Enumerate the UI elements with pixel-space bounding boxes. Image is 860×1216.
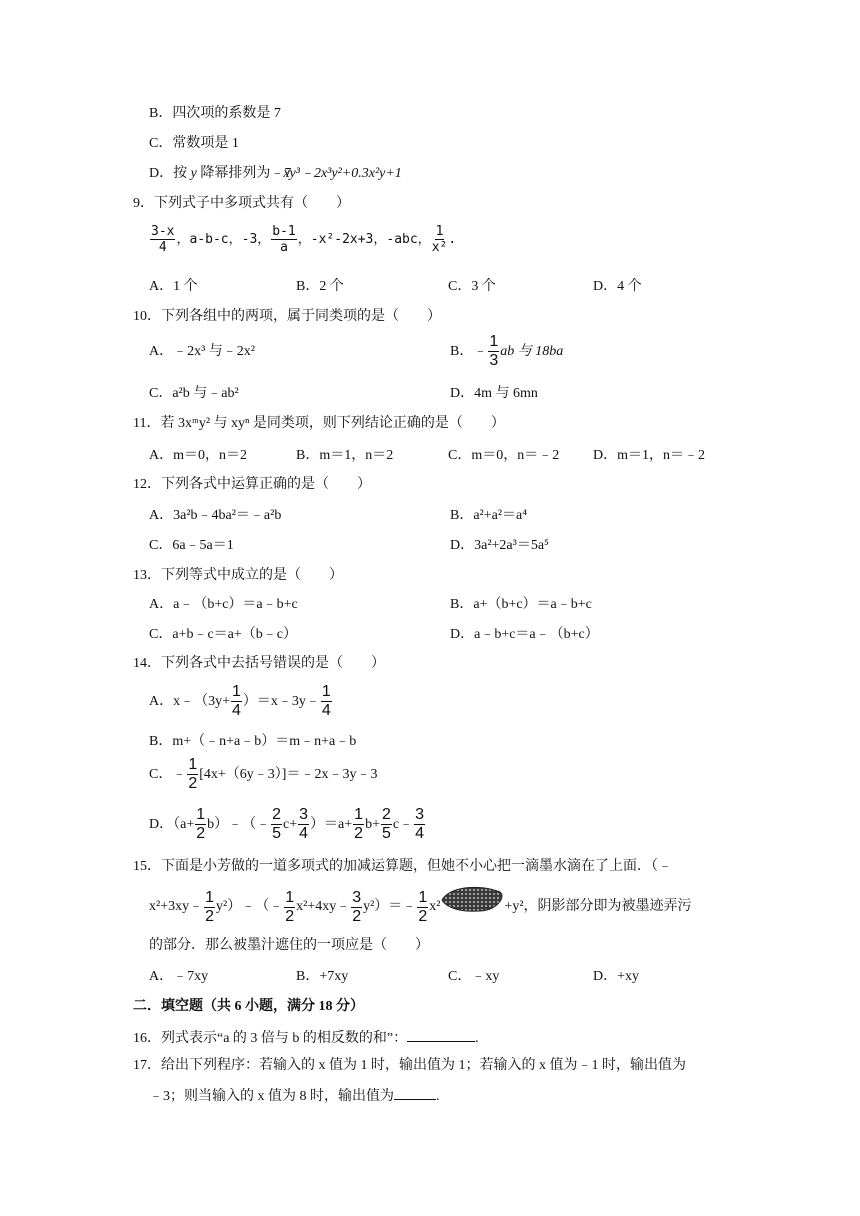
fraction: $\frac{b-1}{a}$ (272, 224, 296, 255)
q15-stem-line2: x²+3xy﹣ $\frac{1}{2}$ y²）﹣（﹣ $\frac{1}{2}$ x²+4xy﹣ $\frac{3}{2}$ y²）＝﹣ $\frac{1}{2}$ x² +y²，阴影部分即为被墨迹弄污 (149, 884, 692, 930)
q15-option-a: A．﹣7xy (149, 969, 209, 984)
q12-option-a: A．3a²b﹣4ba²＝﹣a²b (149, 508, 282, 523)
answer-blank[interactable] (394, 1085, 436, 1100)
q12-option-b: B．a²+a²＝a⁴ (450, 508, 528, 523)
q14-option-b: B．m+（﹣n+a﹣b）＝m﹣n+a﹣b (149, 734, 357, 749)
q14-option-c: C．﹣ $\frac{1}{2}$ [4x+（6y﹣3）]＝﹣2x﹣3y﹣3 (149, 756, 378, 793)
fraction: $\frac{1}{3}$ (489, 333, 499, 370)
q8d-mid: 降幂排列为﹣7 (196, 166, 292, 181)
q15-option-d: D．+xy (593, 969, 640, 984)
q8d-prefix: D．按 (149, 166, 191, 181)
q11-option-b: B．m＝1，n＝2 (296, 448, 394, 463)
q9-option-c: C．3 个 (448, 279, 496, 294)
q9-stem: 9．下列式子中多项式共有（ ） (133, 196, 350, 211)
fraction: $\frac{1}{2}$ (418, 888, 428, 925)
q12-stem: 12．下列各式中运算正确的是（ ） (133, 477, 371, 492)
q9-option-d: D．4 个 (593, 279, 642, 294)
q8-option-c: C．常数项是 1 (149, 136, 239, 151)
q16-stem: 16．列式表示“a 的 3 倍与 b 的相反数的和”： . (133, 1027, 479, 1049)
q8-option-d (149, 164, 402, 184)
q10-stem: 10．下列各组中的两项，属于同类项的是（ ） (133, 309, 441, 324)
q13-stem: 13．下列等式中成立的是（ ） (133, 568, 343, 583)
q12-option-c: C．6a﹣5a＝1 (149, 538, 234, 553)
fraction: $\frac{3-x}{4}$ (151, 224, 175, 255)
q8d-expr: xy³﹣2x³y²+0.3x²y+1 (283, 166, 402, 181)
q9-expressions: $\frac{3-x}{4}$ ，a-b-c，-3， $\frac{b-1}{a}$ ，-x²-2x+3，-abc， $\frac{1}{\text{x²}}$ . (151, 224, 457, 255)
q12-option-d: D．3a²+2a³＝5a⁵ (450, 538, 549, 553)
q15-stem-line3: 的部分．那么被墨汁遮住的一项应是（ ） (149, 938, 429, 953)
q15-option-b: B．+7xy (296, 969, 349, 984)
fraction: $\frac{1}{2}$ (196, 806, 206, 843)
fraction: $\frac{2}{5}$ (381, 806, 391, 843)
q11-option-a: A．m＝0，n＝2 (149, 448, 247, 463)
section-heading-fill-blank: 二．填空题（共 6 小题，满分 18 分） (133, 999, 364, 1014)
q11-option-c: C．m＝0，n＝﹣2 (448, 448, 560, 463)
q11-stem: 11．若 3xᵐy² 与 xyⁿ 是同类项，则下列结论正确的是（ ） (133, 416, 505, 431)
fraction: $\frac{1}{2}$ (354, 806, 364, 843)
fraction: $\frac{3}{4}$ (415, 806, 425, 843)
q10-option-d: D．4m 与 6mn (450, 386, 538, 401)
q15-option-c: C．﹣xy (448, 969, 500, 984)
q10-option-a: A．﹣2x³ 与﹣2x² (149, 344, 256, 359)
q10-option-c: C．a²b 与﹣ab² (149, 386, 239, 401)
q14-option-a: A．x﹣（3y+ $\frac{1}{4}$ ）＝x﹣3y﹣ $\frac{1}{4}$ (149, 683, 331, 720)
q14-stem: 14．下列各式中去括号错误的是（ ） (133, 656, 385, 671)
fraction: $\frac{1}{2}$ (205, 888, 214, 925)
q13-option-d: D．a﹣b+c＝a﹣（b+c） (450, 627, 599, 642)
q17-stem-line2: ﹣3；则当输入的 x 值为 8 时，输出值为 . (149, 1085, 440, 1107)
answer-blank[interactable] (407, 1027, 475, 1042)
fraction: $\frac{3}{4}$ (299, 806, 309, 843)
q17-stem-line1: 17．给出下列程序：若输入的 x 值为 1 时，输出值为 1；若输入的 x 值为﹣1 时，输出值为 (133, 1058, 686, 1073)
q11-option-d: D．m＝1，n＝﹣2 (593, 448, 705, 463)
q15-stem-line1: 15．下面是小芳做的一道多项式的加减运算题，但她不小心把一滴墨水滴在了上面．（﹣ (133, 859, 672, 874)
fraction: $\frac{3}{2}$ (352, 888, 362, 925)
q9-option-a: A．1 个 (149, 279, 198, 294)
ink-blot-icon (440, 884, 504, 930)
fraction: $\frac{2}{5}$ (272, 806, 282, 843)
fraction: $\frac{1}{4}$ (232, 683, 241, 720)
fraction: $\frac{1}{2}$ (188, 756, 198, 793)
fraction: $\frac{1}{4}$ (321, 683, 331, 720)
q14-option-d: D．（a+ $\frac{1}{2}$ b）﹣（﹣ $\frac{2}{5}$ c+ $\frac{3}{4}$ ）＝a+ $\frac{1}{2}$ b+ $\frac{2}{5}$ c﹣ $\frac{3}{4}$ (149, 806, 425, 843)
q10-option-b: B．﹣ $\frac{1}{3}$ ab 与 18ba (450, 333, 564, 370)
q9-option-b: B．2 个 (296, 279, 344, 294)
q13-option-b: B．a+（b+c）＝a﹣b+c (450, 597, 592, 612)
q13-option-a: A．a﹣（b+c）＝a﹣b+c (149, 597, 298, 612)
q13-option-c: C．a+b﹣c＝a+（b﹣c） (149, 627, 297, 642)
fraction: $\frac{1}{2}$ (285, 888, 295, 925)
fraction: $\frac{1}{\text{x²}}$ (431, 224, 448, 255)
q8-option-b: B．四次项的系数是 7 (149, 106, 281, 121)
q8d-var: y (190, 166, 197, 181)
